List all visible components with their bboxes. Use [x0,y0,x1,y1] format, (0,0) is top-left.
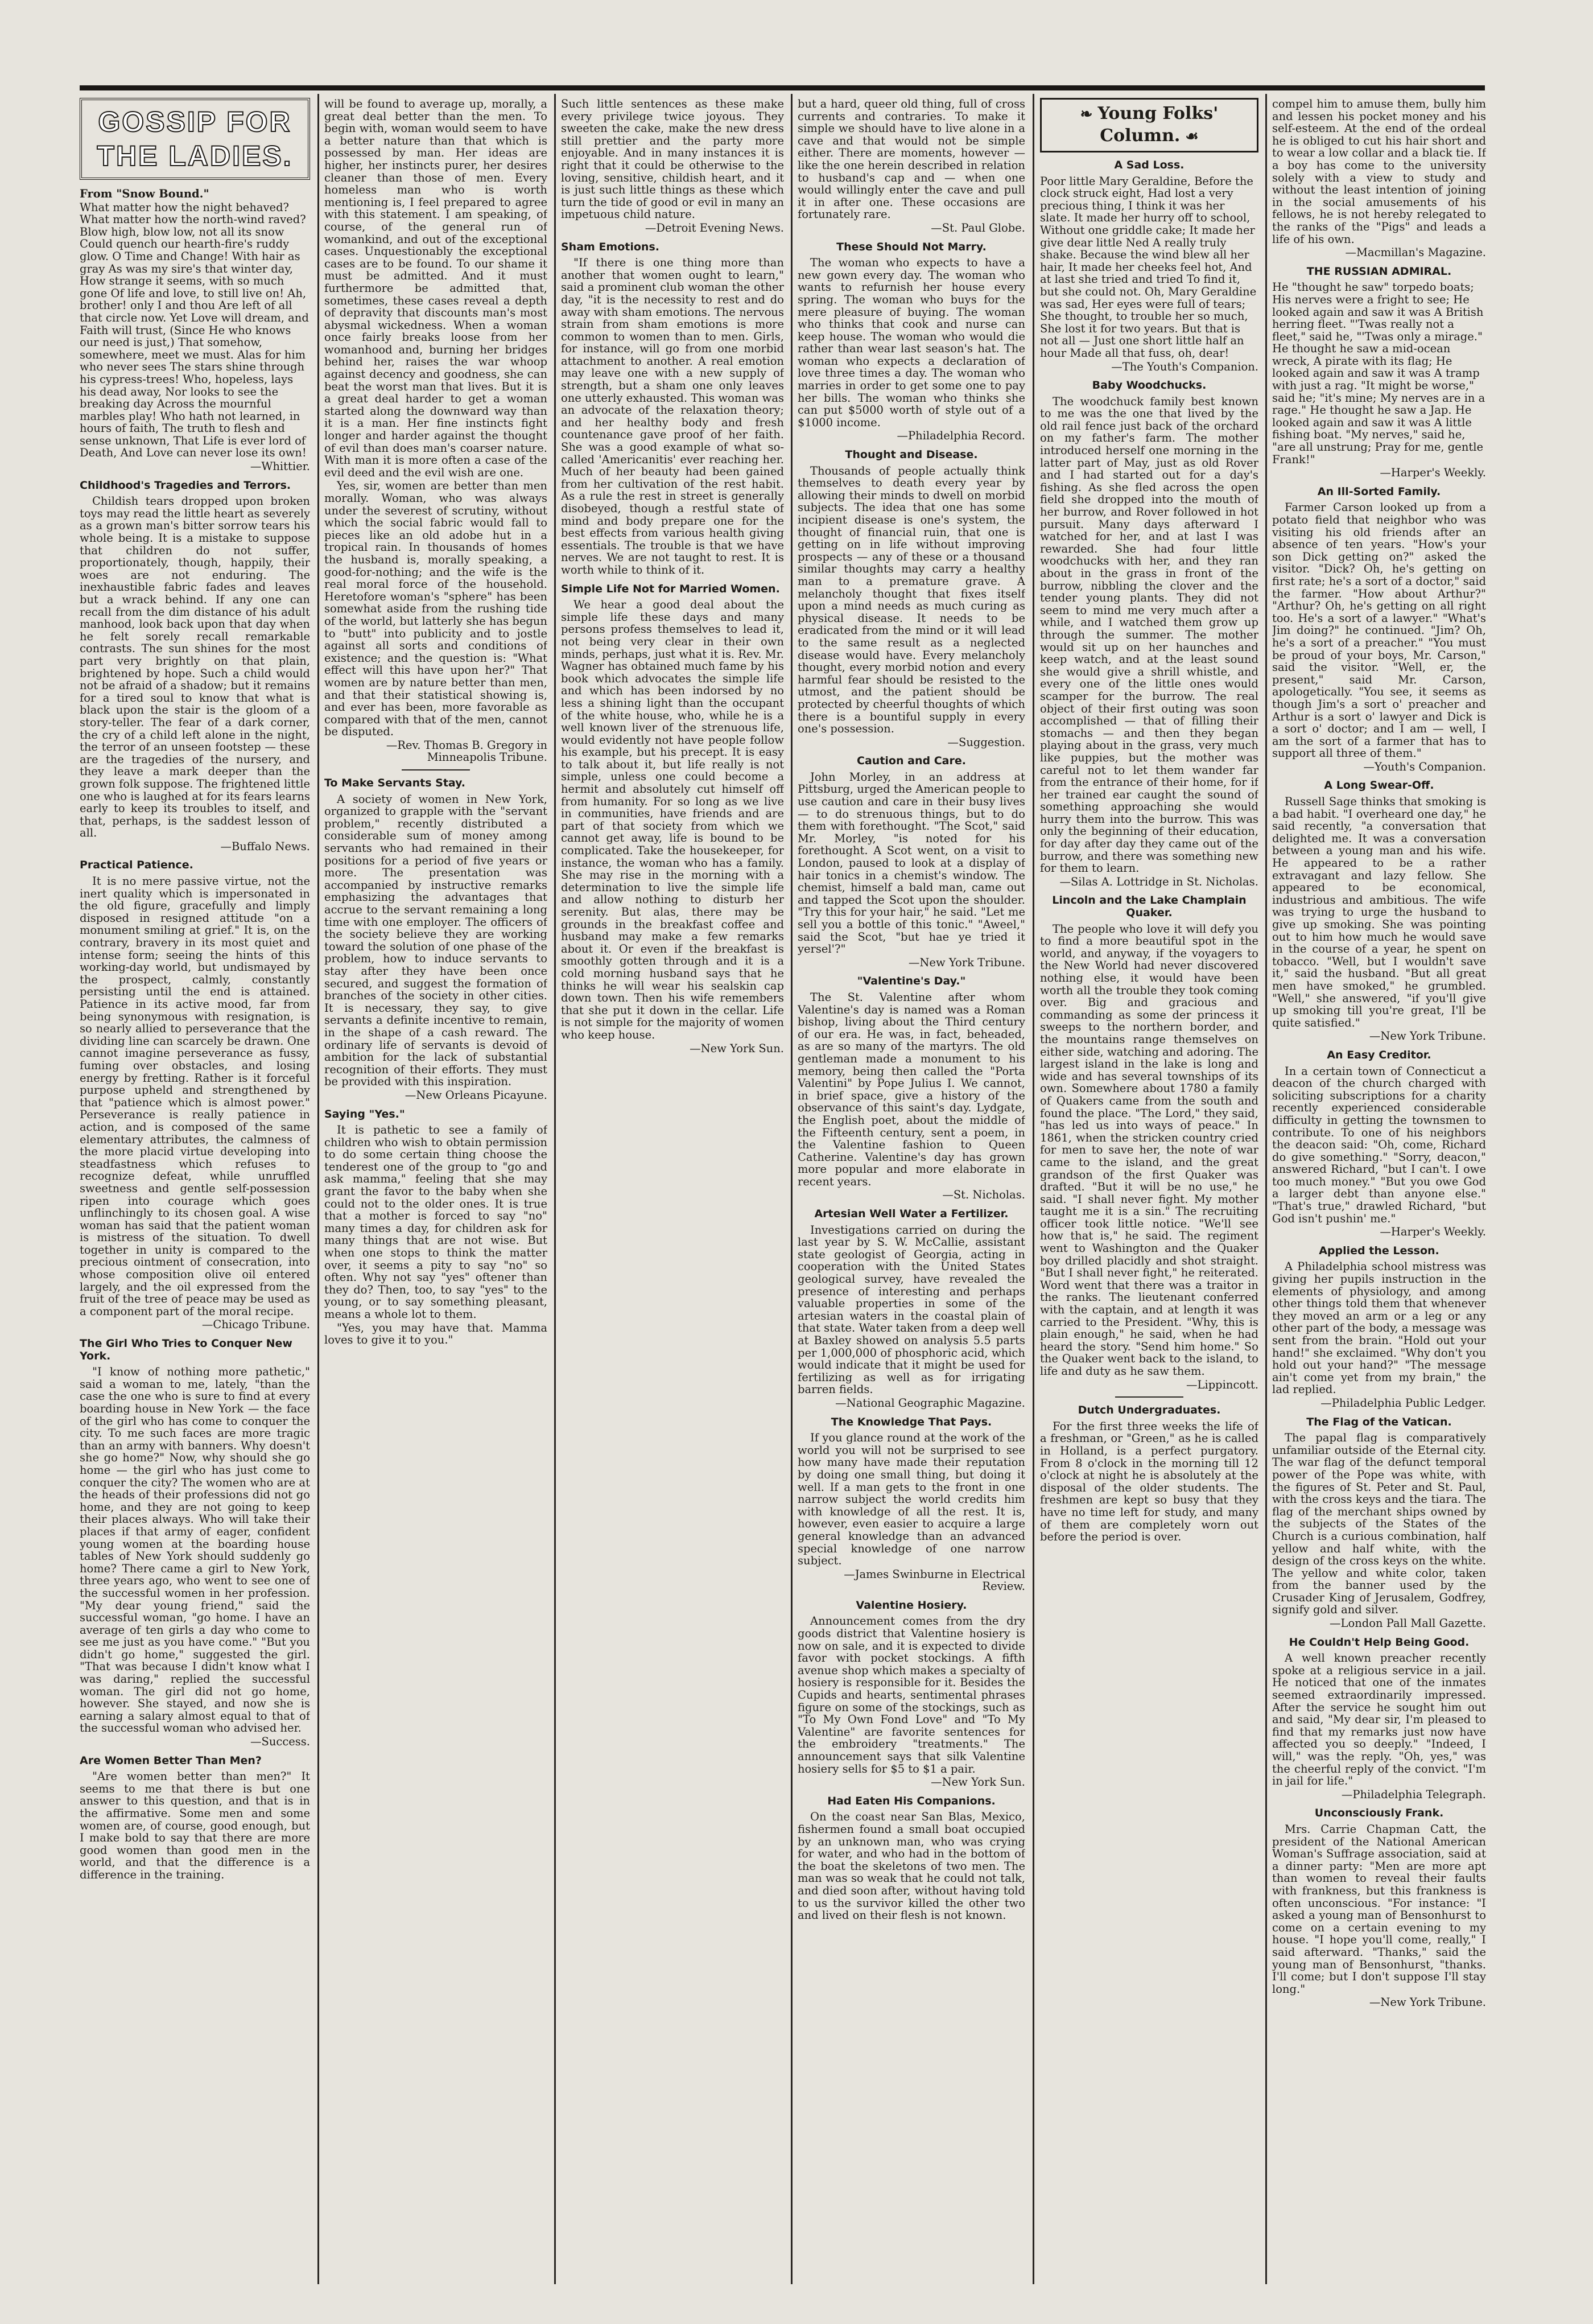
flag-heading: The Flag of the Vatican. [1306,1415,1452,1428]
valentine-article: The St. Valentine after whom Valentine's day is named was a Roman bishop, living about the Third century of our era. He was, in fact, beheaded, as are so many of the martyrs. The old gentleman made a monument to his memory, being then called the "Porta Valentini" by Pope Julius I. We cannot, in brief space, give a history of the observance of this saint's day. Lydgate, the English poet, about the middle of the Fifteenth century, sent a poem, in the Valentine fashion to Queen Catherine. Valentine's day has grown more popular and more elaborate in recent years. [798,990,1025,1188]
gossip-banner: GOSSIP FOR THE LADIES. [80,98,310,180]
column-divider [554,94,556,2284]
yes-article: It is pathetic to see a family of children who wish to obtain permission to do some certain thing choose the tenderest one of the group to "go and ask mamma," feeling that she may grant the favor to the baby when she could not to the older ones. It is true that a mother is forced to say "no" many times a day, for children ask for many things that are not wise. But when one stops to think the matter over, it seems a pity to say "no" so often. Why not say "yes" oftener than they do? Then, too, to say "yes" to the young, or to say something pleasant, means a whole lot to them. [324,1123,547,1321]
loss-heading: A Sad Loss. [1114,159,1185,171]
woodchucks-heading: Baby Woodchucks. [1092,379,1207,392]
swearoff-heading: A Long Swear-Off. [1324,779,1434,792]
lincoln-signature: —Lippincott. [1186,1378,1258,1391]
thought-article: Thousands of people actually think themselves to death every year by allowing their minds to dwell on morbid subjects. The idea that one has some incipient disease is one's system, the thought of financial ruin, that one is getting on in life without improving prospects — any of these or a thousand similar thoughts may carry a healthy man to a premature grave. A melancholy thought that fixes itself upon a mind needs as much curing as physical disease. It needs to be eradicated from the mind or it will lead to the same result as a neglected disease would have. Every melancholy thought, every morbid notion and every harmful fear should be resisted to the utmost, and the patient should be protected by cheerful thoughts of which there is a bountiful supply in every one's possession. [798,464,1025,736]
column-divider [317,94,319,2284]
knowledge-article: If you glance round at the work of the world you will not be surprised to see how many have made their reputation by doing one small thing, but doing it well. If a man gets to the front in one narrow subject the world credits him with knowledge of all the rest. It is, however, even easier to acquire a large general knowledge than an advanced special knowledge of one narrow subject. [798,1431,1025,1568]
thought-heading: Thought and Disease. [845,448,978,461]
better-signature: —Rev. Thomas B. Gregory in Minneapolis Tribune. [386,738,547,764]
simple-article: We hear a good deal about the simple life these days and many persons profess themselves to lead it, not being very clear in their own minds, perhaps, just what it is. Rev. Mr. Wagner has obtained much fame by his book which advocates the simple life and which has been indorsed by no less a shining light than the occupant of the white house, who, while he is a well known liver of the strenuous life, would evidently not have people follow his example, but his precept. It is easy to talk about it, but life really is not simple, unless one could become a hermit and absolutely cut himself off from humanity. For so long as we live in communities, have friends and are part of that society from which we cannot get away, life is bound to be complicated. Take the housekeeper, for instance, the woman who has a family. She may rise in the morning with a determination to live the simple life and allow nothing to disturb her serenity. But alas, there may be grounds in the breakfast coffee and husband may make a few remarks about it. Or even if the breakfast is smoothly gotten through and it is a cold morning husband says that he thinks he will wear his sealskin cap down town. Then his wife remembers that she put it down in the cellar. Life is not simple for the majority of women who keep house. [561,598,784,1041]
girl-signature: —Success. [250,1735,310,1749]
yes-signature: —Detroit Evening News. [645,221,784,234]
patience-article: It is no mere passive virtue, not the inert quality which is impersonated in the old figure, gracefully and limply disposed in resigned attitude "on a monument smiling at grief." It is, on the contrary, bravery in its most quiet and intense form; seeing the hints of this working-day world, but undismayed by the prospect, calmly, constantly persisting until the end is attained. Patience in its active mood, far from being synonymous with resignation, is so nearly allied to perseverance that the dividing line can scarcely be drawn. One cannot imagine perseverance as fussy, fuming over obstacles, and losing energy by fretting. Rather is it forceful purpose upheld and strengthened by that "patience which is almost power." Perseverance is really patience in action, and is composed of the same elementary attributes, the calmness of the more placid virtue developing into steadfastness which refuses to recognize defeat, while unruffled sweetness and gentle self-possession ripen into courage which goes unflinchingly to its chosen goal. A wise woman has said that the patient woman is mistress of the situation. To dwell together in unity is compared to the precious ointment of consecration, into whose composition olive oil entered largely, and the oil expressed from the fruit of the tree of peace may be used as a component part of the moral recipe. [80,875,310,1318]
dutch-signature: —Macmillan's Magazine. [1345,246,1486,259]
eaten-article: On the coast near San Blas, Mexico, fishermen found a small boat occupied by an unknown man, who was crying for water, and who had in the bottom of the boat the skeletons of two men. The man was so weak that he could not talk, and died soon after, without having told to us the survivor killed the other two and lived on their flesh is not known. [798,1810,1025,1922]
caution-signature: —New York Tribune. [908,955,1025,969]
sham-heading: Sham Emotions. [561,240,659,253]
girl-article: "I know of nothing more pathetic," said a woman to me, lately, "than the case the one who is sure to find at every boarding house in New York — the face of the girl who has come to conquer the city. To me such faces are more tragic than an army with banners. Why doesn't she go home?" Now, why should she go home — the girl who has just come to conquer the city? The women who are at the heads of their professions did not go home, and they are not going to keep their places always. Who will take their places if that army of eager, confident young women at the boarding house tables of New York should suddenly go home? There came a girl to New York, three years ago, who went to see one of the successful women in her profession. "My dear young friend," said the successful woman, "go home. I have an average of ten girls a day who come to see me just as you have come." "But you didn't go home," suggested the girl. "That was because I didn't know what I was daring," replied the successful woman. The girl did not go home, however. She stayed, and now she is earning a salary almost equal to that of the successful woman who advised her. [80,1365,310,1735]
marry-heading: These Should Not Marry. [836,240,987,253]
better-continued: will be found to average up, morally, a great deal better than the men. To begin with, woman would seem to have a better nature than that which is possessed by man. Her ideas are higher, her instincts purer, her desires cleaner than those of men. Every homeless man who is worth mentioning is, I feel prepared to agree with this statement. I am speaking, of course, of the general run of womankind, and out of the exceptional cases. Unquestionably the exceptional cases are to be found. To our shame it must be admitted. And it must furthermore be admitted that, sometimes, these cases reveal a depth of depravity that discounts man's most abysmal wickedness. When a woman once fairly breaks loose from her womanhood and, burning her bridges behind her, raises the war whoop against decency and goodness, she can beat the worst man that lives. But it is a great deal harder to get a woman started along the downward way than it is a man. Her fine instincts fight longer and harder against the thought of evil than does man's coarser nature. With man it is more often a case of the evil deed and the evil wish are one. [324,98,547,479]
yes-article-2: "Yes, you may have that. Mamma loves to give it to you." [324,1321,547,1347]
loss-poem: Poor little Mary Geraldine, Before the clock struck eight, Had lost a very precious thing, I think it was her slate. It made her hurry off to school, Without one griddle cake; It made her give dear little Ned A really truly shake. Because the wind blew all her hair, It made her cheeks feel hot, And at last she tried and tried To find it, but she could not. Oh, Mary Geraldine was sad, Her eyes were full of tears; She thought, to trouble her so much, She lost it for two years. But that is not all — Just one short little half an hour Made all that fuss, oh, dear! [1040,174,1257,360]
marry-article: The woman who expects to have a new gown every day. The woman who wants to refurnish her house every spring. The woman who buys for the mere pleasure of buying. The woman who thinks that cook and nurse can keep house. The woman who would die rather than wear last season's hat. The woman who expects a declaration of love three times a day. The woman who marries in order to get some one to pay her bills. The woman who thinks she can put $5000 worth of style out of a $1000 income. [798,256,1025,429]
servants-article: A society of women in New York, organized to grapple with the "servant problem," recently distributed a considerable sum of money among servants who had remained in their positions for a period of five years or more. The presentation was accompanied by instructive remarks emphasizing the advantages that accrue to the servant remaining a long time with one employer. The officers of the society believe they are working toward the solution of one phase of the problem, how to induce servants to stay after they have been once secured, and suggest the formation of branches of the society in other cities. It is necessary, they say, to give servants a definite incentive to remain, in the shape of a cash reward. The ordinary life of servants is devoid of ambition for the lack of substantial recognition of their efforts. They must be provided with this inspiration. [324,792,547,1089]
column-4 [798,98,1025,2284]
patience-signature: —Chicago Tribune. [201,1318,310,1332]
sham-article: "If there is one thing more than another that women ought to learn," said a prominent club woman the other day, "it is the necessity to rest and do away with sham emotions. The nervous strain from sham emotions is more common to women than to men. Girls, for instance, will go from one morbid attachment to another. A real emotion may leave one with a new supply of strength, but a sham one only leaves one utterly exhausted. This woman was an advocate of the relaxation theory; and her healthy body and fresh countenance gave proof of her faith. She was a good example of what so-called 'Americanitis' ever reaching her. Much of her beauty had been gained from her cultivation of the rest habit. As a rule the rest in street is generally disobeyed, though a restful state of mind and body prepare one for the best effects from various health giving essentials. The trouble is that we have nerves. We are not taught to rest. It is worth while to think of it. [561,256,784,576]
helpbeing-article: A well known preacher recently spoke at a religious service in a jail. He noticed that one of the inmates seemed extraordinarily impressed. After the service he sought him out and said, "My dear sir, I'm pleased to find that my remarks just now have affected you so deeply." "Indeed, I will," was the reply. "Oh, yes," was the cheerful reply of the convict. "I'm in jail for life." [1272,1651,1486,1788]
flag-article: The papal flag is comparatively unfamiliar outside of the Eternal city. The war flag of the defunct temporal power of the Pope was white, with the figures of St. Peter and St. Paul, with the cross keys and the tiara. The flag of the merchant ships owned by the subjects of the States of the Church is a curious combination, half yellow and half white, with the design of the cross keys on the white. The yellow and white color, taken from the banner used by the Crusader King of Jerusalem, Godfrey, signify gold and silver. [1272,1431,1486,1617]
simple-signature: —New York Sun. [690,1041,784,1055]
woodchucks-signature: —Silas A. Lottridge in St. Nicholas. [1059,875,1258,888]
eaten-heading: Had Eaten His Companions. [827,1794,996,1807]
snowbound-signature: —Whittier. [250,460,310,473]
frank-article: Mrs. Carrie Chapman Catt, the president of the National American Woman's Suffrage association, said at a dinner party: "Men are more apt than women to reveal their faults with frankness, but this frankness is often unconscious. "For instance: "I asked a young man of Bensonhurst to come on a certain evening to my house. "I hope you'll come, really," I said afterward. "Thanks," said the young man of Bensonhurst, "thanks. I'll come; but I don't suppose I'll stay long." [1272,1822,1486,1996]
admiral-heading: THE RUSSIAN ADMIRAL. [1306,265,1452,278]
separator [1115,1396,1183,1398]
yes-heading: Saying "Yes." [324,1107,405,1120]
valentine-heading: "Valentine's Day." [857,975,966,988]
column-6 [1272,98,1486,2284]
ornament-icon: ❧ [1080,106,1098,123]
lesson-signature: —Philadelphia Public Ledger. [1320,1396,1486,1410]
ornament-icon: ☙ [1180,128,1199,145]
separator [402,769,470,770]
caution-article: John Morley, in an address at Pittsburg, urged the American people to use caution and care in their busy lives — to do strenuous things, but to do them with forethought. "The Scot," said Mr. Morley, "is noted for his forethought. A Scot went, on a visit to London, paused to look at a display of hair tonics in a chemist's window. The chemist, himself a bald man, came out and tapped the Scot upon the shoulder. "Try this for your hair," he said. "Let me sell you a bottle of this tonic." "Aweel," said the Scot, "but hae ye tried it yersel'?" [798,770,1025,956]
better-heading: Are Women Better Than Men? [80,1754,262,1767]
young-folks-banner [1040,98,1258,153]
hosiery-signature: —New York Sun. [931,1775,1025,1789]
girl-heading: The Girl Who Tries to Conquer New York. [80,1337,292,1362]
better-continued-2: Yes, sir, women are better than men morally. Woman, who was always under the severest of scrutiny, without which the social fabric would fall to pieces like an old adobe hut in a tropical rain. In thousands of homes the husband is, morally speaking, a good-for-nothing; and the wife is the real moral force of the household. Heretofore woman's "sphere" has been somewhat aside from the rushing tide of the world, but latterly she has begun to "butt" into publicity and to jostle against all sorts and conditions of existence; and the question is: "What effect will this have upon her?" That women are by nature better than men, and that their statistical showing is, and ever has been, more favorable as compared with that of the men, cannot be disputed. [324,479,547,739]
knowledge-heading: The Knowledge That Pays. [831,1415,992,1428]
dutch-article: For the first three weeks the life of a freshman, or "Green," as he is called in Holland, is a perfect purgatory. From 8 o'clock in the morning till 12 o'clock at night he is absolutely at the disposal of the older students. The freshmen are kept so busy that they have no time left for study, and many of them are completely worn out before the period is over. [1040,1419,1258,1544]
lincoln-article: The people who love it will defy you to find a more beautiful spot in the world, and anyway, if the voyagers to the New World had never discovered nothing else, it would have been worth all the trouble they took coming over. Big and gracious and commanding as some der princess it sweeps to the northern border, and the mountains range themselves on either side, watching and adoring. The largest island in the lake is long and wide and has several townships of its own. Somewhere about 1780 a family of Quakers came from the south and found the place. "The Lord," they said, "has led us into ways of peace." In 1861, when the stricken country cried for men to save her, the note of war came to the island, and the great grandson of the first Quaker was drafted. "But it will be no use," he said. "I shall never fight. My mother taught me it is a sin." The recruiting officer took little notice. "We'll see how that is," he said. The regiment went to Washington and the Quaker boy drilled placidly and shot straight. "But I shall never fight," he reiterated. Word went that there was a traitor in the ranks. The lieutenant conferred with the captain, and at length it was carried to the President. "Why, this is plain enough," he said, when he had heard the story. "Send him home." So the Quaker went back to the island, to life and duty as he saw them. [1040,922,1258,1378]
dutch-heading: Dutch Undergraduates. [1078,1404,1221,1417]
dutch-continued: compel him to amuse them, bully him and lessen his pocket money and his self-esteem. At the end of the ordeal he is obliged to cut his hair short and to wear a low collar and a black tie. If a boy has come to the university solely with a view to study and without the least intention of joining in the social amusements of his fellows, he is not hereby relegated to the ranks of the "Pigs" and leads a life of his own. [1272,98,1486,246]
column-divider [1033,94,1034,2284]
servants-signature: —New Orleans Picayune. [405,1088,547,1102]
family-signature: —Youth's Companion. [1363,760,1486,773]
servants-heading: To Make Servants Stay. [324,777,466,790]
tragedies-article: Childish tears dropped upon broken toys may read the little heart as severely as a grown man's bitter sorrow tears his whole being. It is a mistake to suppose that children do not suffer, proportionately, though, happily, their woes are not enduring. The inexhaustible fabric fades and leaves but a wrack behind. If any one can recall from the dim distance of his adult manhood, look back upon that day when he felt sorely recall remarkable contrasts. The sun shines for the most part very brightly on that plain, brightened by hope. Such a child would not be afraid of a shadow; but it remains for a tired soul to know that what is black upon the stair is the gloom of a story-teller. The fear of a dark corner, the cry of a child left alone in the night, the terror of an unseen footstep — these are the tragedies of the nursery, and they leave a mark deeper than the grown folk suppose. The frightened little one who is laughed at for its fears learns early to keep its troubles to itself, and that, perhaps, is the saddest lesson of all. [80,495,310,840]
artesian-article: Investigations carried on during the last year by S. W. McCallie, assistant state geologist of Georgia, acting in cooperation with the United States geological survey, have revealed the presence of interesting and perhaps valuable properties in some of the artesian waters in the coastal plain of that state. Water taken from a deep well at Baxley showed on analysis 5.5 parts per 1,000,000 of phosphoric acid, which would indicate that it might be used for fertilizing as well as for irrigating barren fields. [798,1223,1025,1396]
simple-heading: Simple Life Not for Married Women. [561,582,780,595]
family-article: Farmer Carson looked up from a potato field that neighbor who was visiting his old friends after an absence of ten years. "How's your son Dick getting on?" asked the visitor. "Dick? Oh, he's getting on first rate; he's a sort of a doctor," said the farmer. "How about Arthur?" "Arthur? Oh, he's getting on all right too. He's a sort of a lawyer." "What's Jim doing?" he continued. "Jim? Oh, he's a sort of a preacher." "You must be proud of your boys, Mr. Carson," said the visitor. "Well, er, the present," said Mr. Carson, apologetically. "You see, it seems as though Jim's a sort o' preacher and Arthur is a sort o' lawyer and Dick is a sort o' doctor; and I am — well, I am the sort of a farmer that has to support all three of them." [1272,501,1486,760]
tragedies-signature: —Buffalo News. [220,839,310,853]
yes-continued: Such little sentences as these make every privilege twice joyous. They sweeten the cake, make the new dress still prettier and the party more enjoyable. And in many instances it is right that it could be otherwise to the loving, sensitive, childish heart, and it is just such little things as these which turn the tide of good or evil in many an impetuous child nature. [561,98,784,221]
simple-continued-signature: —St. Paul Globe. [931,221,1025,234]
snowbound-poem: What matter how the night behaved? What matter how the north-wind raved? Blow high, blow low, not all its snow Could quench our hearth-fire's ruddy glow. O Time and Change! With hair as gray As was my sire's that winter day, How strange it seems, with so much gone Of life and love, to still live on! Ah, brother! only I and thou Are left of all that circle now. Yet Love will dream, and Faith will trust, (Since He who knows our need is just,) That somehow, somewhere, meet we must. Alas for him who never sees The stars shine through his cypress-trees! Who, hopeless, lays his dead away, Nor looks to see the breaking day Across the mournful marbles play! Who hath not learned, in hours of faith, The truth to flesh and sense unknown, That Life is ever lord of Death, And Love can never lose its own! [80,200,309,460]
woodchucks-article: The woodchuck family best known to me was the one that lived by the old rail fence just back of the orchard on my father's farm. The mother introduced herself one morning in the latter part of May, just as old Rover and I had started out for a day's fishing. As she fled across the open field she dropped into the mouth of her burrow, and Rover followed in hot pursuit. Many days afterward I watched for her, and at last I was rewarded. She had four little woodchucks with her, and they ran about in the grass in front of the burrow, nibbling the clover and the tender young plants. They did not seem to mind me very much after a while, and I watched them grow up through the summer. The mother would sit up on her haunches and keep watch, and at the least sound she would give a shrill whistle, and every one of the little ones would scamper for the burrow. The real object of their first outing was soon accomplished — that of filling their stomachs — and then they began playing about in the grass, very much like puppies, but the mother was careful not to let them wander far from the entrance of their home, for if her trained ear caught the sound of something approaching she would hurry them into the burrow. This was only the beginning of their education, for day after day they came out of the burrow, and there was something new for them to learn. [1040,394,1258,875]
better-article: "Are women better than men?" It seems to me that there is but one answer to this question, and that is in the affirmative. Some men and some women are, of course, good enough, but I make bold to say that there are more good women than good men in the world, and that the difference is a difference in the training. [80,1770,310,1881]
column-1 [80,98,310,2284]
helpbeing-signature: —Philadelphia Telegraph. [1341,1787,1486,1801]
frank-heading: Unconsciously Frank. [1314,1807,1444,1820]
swearoff-signature: —New York Tribune. [1369,1029,1486,1043]
column-2 [324,98,547,2284]
simple-continued: but a hard, queer old thing, full of cross currents and contraries. To make it simple we should have to live alone in a cave and that would not be simple either. There are moments, however — like the one herein described in relation to husband's cap and — when one would willingly enter the cave and pull it in after one. These occasions are fortunately rare. [798,98,1025,221]
swearoff-article: Russell Sage thinks that smoking is a bad habit. "I overheard one day," he said recently, "a conversation that delighted me. It was a conversation between a young man and his wife. He appeared to be a rather extravagant and lazy fellow. She appeared to be economical, industrious and ambitious. The wife was trying to urge the husband to give up smoking. She was pointing out to him how much he would save in the course of a year, he spent on tobacco. "Well, but I wouldn't save it," said the husband. "But all great men have smoked," he grumbled. "Well," she answered, "if you'll give up smoking till you're great, I'll be quite satisfied." [1272,795,1486,1029]
top-rule [80,85,1485,90]
column-divider [1265,94,1267,2284]
snowbound-heading: From "Snow Bound." [80,187,209,200]
lesson-heading: Applied the Lesson. [1319,1244,1439,1257]
creditor-article: In a certain town of Connecticut a deacon of the church charged with soliciting subscriptions for a charity recently experienced considerable difficulty in getting the townsmen to contribute. To one of his neighbors the deacon said: "Oh, come, Richard do give something." "Sorry, deacon," answered Richard, "but I can't. I owe too much money." "But you owe God a larger debt than anyone else." "That's true," drawled Richard, "but God isn't pushin' me." [1272,1064,1486,1225]
patience-heading: Practical Patience. [80,859,193,872]
column-divider [791,94,793,2284]
flag-signature: —London Pall Mall Gazette. [1330,1617,1486,1630]
lesson-article: A Philadelphia school mistress was giving her pupils instruction in the elements of physiology, and among other things told them that whenever they moved an arm or a leg or any other part of the body, a message was sent from the brain. "Hold out your hand!" she exclaimed. "Why don't you hold out your hand?" "The message ain't come yet from my brain," the lad replied. [1272,1260,1486,1396]
family-heading: An Ill-Sorted Family. [1317,485,1441,498]
young-folks-title: Young Folks' Column. [1097,104,1219,146]
knowledge-signature: —James Swinburne in Electrical Review. [844,1567,1025,1593]
column-5 [1040,98,1258,2284]
admiral-signature: —Harper's Weekly. [1380,466,1486,480]
thought-signature: —Suggestion. [947,735,1025,749]
lincoln-heading: Lincoln and the Lake Champlain Quaker. [1052,894,1247,920]
frank-signature: —New York Tribune. [1369,1996,1486,2009]
creditor-signature: —Harper's Weekly. [1380,1225,1486,1239]
hosiery-article: Announcement comes from the dry goods district that Valentine hosiery is now on sale, and it is expected to divide favor with pocket stockings. A fifth avenue shop which makes a specialty of hosiery is responsible for it. Besides the Cupids and hearts, sentimental phrases figure on some of the stockings, such as "To My Own Fond Love" and "To My Valentine" are favorite sentences for the embroidery "treatments." The announcement says that silk Valentine hosiery sells for $5 to $1 a pair. [798,1614,1025,1775]
loss-signature: —The Youth's Companion. [1111,360,1258,373]
creditor-heading: An Easy Creditor. [1327,1048,1431,1061]
column-3 [561,98,784,2284]
tragedies-heading: Childhood's Tragedies and Terrors. [80,479,291,492]
artesian-signature: —National Geographic Magazine. [835,1396,1025,1410]
caution-heading: Caution and Care. [857,755,966,768]
valentine-signature: —St. Nicholas. [942,1188,1025,1202]
marry-signature: —Philadelphia Record. [897,429,1025,443]
helpbeing-heading: He Couldn't Help Being Good. [1289,1635,1470,1649]
admiral-poem: He "thought he saw" torpedo boats; His nerves were a fright to see; He looked again and saw it was A British herring fleet. "'Twas really not a fleet," said he, "'Twas only a mirage." He thought he saw a mid-ocean wreck, A pirate with its flag; He looked again and saw it was A tramp with just a rag. "It might be worse," said he; "it's mine; My nerves are in a rage." He thought he saw a Jap. He looked again and saw it was A little fishing boat. "My nerves," said he, "are all unstrung; Pray for me, gentle Frank!" [1272,281,1485,466]
artesian-heading: Artesian Well Water a Fertilizer. [814,1208,1009,1221]
hosiery-heading: Valentine Hosiery. [856,1598,967,1612]
